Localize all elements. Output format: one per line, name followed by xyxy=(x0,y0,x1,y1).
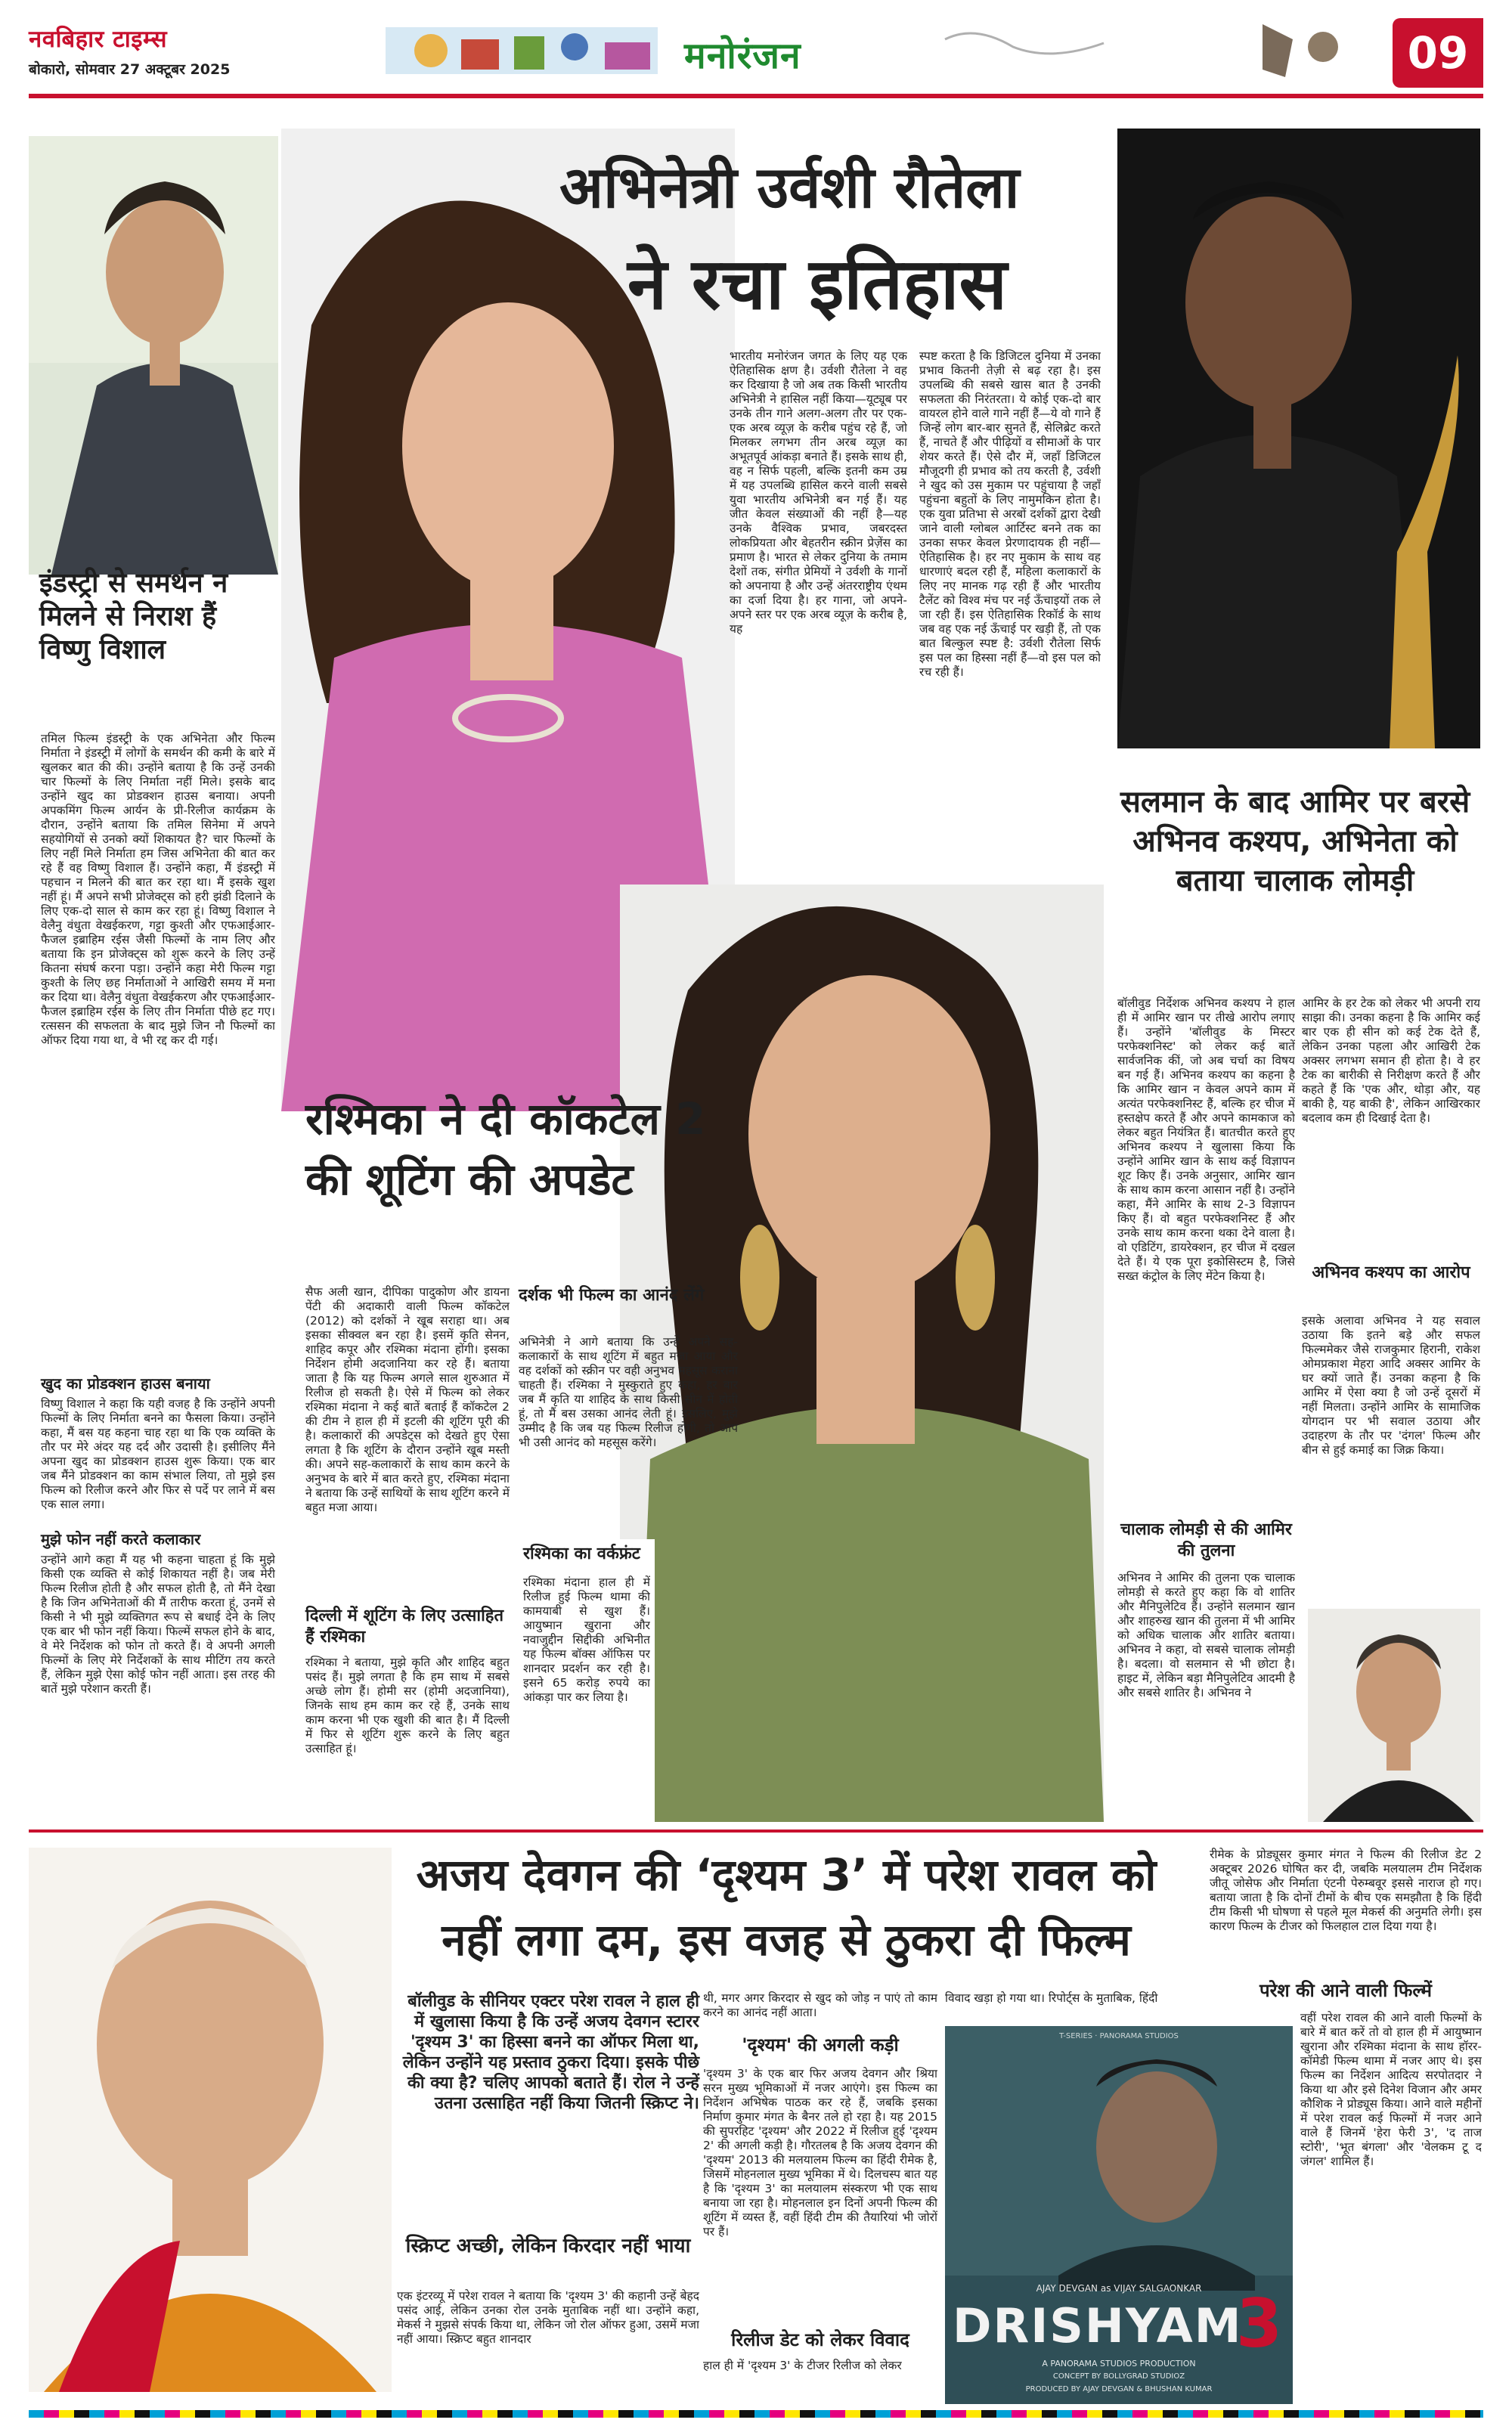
drishyam-subhead-3: रिलीज डेट को लेकर विवाद xyxy=(731,2329,909,2350)
abhinav-headline: सलमान के बाद आमिर पर बरसे अभिनव कश्यप, अभिनेता को बताया चालाक लोमड़ी xyxy=(1120,785,1470,898)
abhinav-body-3: आमिर के हर टेक को लेकर भी अपनी राय साझा की। उनका कहना है कि आमिर कई बार एक ही सीन को कई टेक देते हैं, लेकिन उनका पहला और आखिरी टेक अक्सर लगभग समान ही होता है। वे हर टेक का बारीकी से निरीक्षण करते हैं और कहते हैं कि 'एक और, थोड़ा और, यह बाकी है, यह बाकी है', लेकिन आखिरकार बदलाव कम ही दिखाई देता है। xyxy=(1302,996,1480,1125)
vishnu-body-3: उन्होंने आगे कहा मैं यह भी कहना चाहता हूं कि मुझे किसी एक व्यक्ति से कोई शिकायत नहीं है। जब मेरी फिल्म रिलीज होती है और सफल होती है, तो मैंने देखा है कि जिन अभिनेताओं की मैं तारीफ करता हूं, उनमें से किसी ने भी मुझे व्यक्तिगत रूप से बधाई देने के लिए एक बार भी फोन नहीं किया। फिल्में सफल होने के बाद, वे मेरे निर्देशक को फोन तो करते हैं। वे अपनी अगली फिल्मों के लिए मेरे निर्देशकों के साथ मीटिंग तय करते हैं, लेकिन मुझे ऐसा कोई फोन नहीं आता। इस तरह की बातें मुझे परेशान करती हैं। xyxy=(41,1553,275,1696)
section-banner xyxy=(386,17,1368,86)
vishnu-body-2: विष्णु विशाल ने कहा कि यही वजह है कि उन्होंने अपनी फिल्मों के लिए निर्माता बनने का फैसला किया। उन्होंने कहा, मैं बस यह कहना चाह रहा था कि एक व्यक्ति के तौर पर मेरे अंदर यह दर्द और उदासी है। इसीलिए मैंने अपना खुद का प्रोडक्शन हाउस शुरू किया। एक बार जब मैंने प्रोडक्शन का काम संभाल लिया, तो मुझे इस फिल्म को रिलीज करने और फिर से पर्दे पर लाने में बस एक साल लगा। xyxy=(41,1397,275,1511)
abhinav-body-4: इसके अलावा अभिनव ने यह सवाल उठाया कि इतने बड़े और सफल फिल्ममेकर जैसे राजकुमार हिरानी, राकेश ओमप्रकाश मेहरा आदि अक्सर आमिर के घर क्यों जाते हैं। उनका कहना है कि आमिर में ऐसा क्या है जो उन्हें दूसरों में नहीं मिलता। उन्होंने आमिर के सामाजिक योगदान पर भी सवाल उठाया और उदाहरण के तौर पर 'दंगल' फिल्म और बीन से हुई कमाई का जिक्र किया। xyxy=(1302,1314,1480,1457)
drishyam-subhead-2: 'दृश्यम' की अगली कड़ी xyxy=(742,2034,899,2056)
poster-produced: PRODUCED BY AJAY DEVGAN & BHUSHAN KUMAR xyxy=(1025,2385,1213,2393)
drishyam-body-1: एक इंटरव्यू में परेश रावल ने बताया कि 'दृश्यम 3' की कहानी उन्हें बेहद पसंद आई, लेकिन उनका रोल उनके मुताबिक नहीं था। उन्होंने कहा, मेकर्स ने मुझसे संपर्क किया था, लेकिन जो रोल ऑफर हुआ, उसमें मजा नहीं आया। स्क्रिप्ट बहुत शानदार xyxy=(397,2289,699,2346)
abhinav-body-2: अभिनव ने आमिर की तुलना एक चालाक लोमड़ी से करते हुए कहा कि वो शातिर और मैनिपुलेटिव हैं। उन्होंने सलमान खान और शाहरुख खान की तुलना में भी आमिर को अधिक चालाक और शातिर बताया। अभिनव ने कहा, वो सबसे चालाक लोमड़ी है। बदला। वो सलमान से भी छोटा है। हाइट में, लेकिन बड़ा मैनिपुलेटिव आदमी है और सबसे शातिर है। अभिनव ने xyxy=(1117,1571,1295,1699)
poster-studio: A PANORAMA STUDIOS PRODUCTION xyxy=(1042,2359,1196,2369)
photo-aamir xyxy=(1308,1609,1480,1822)
drishyam-headline-1: अजय देवगन की ‘दृश्यम 3’ में परेश रावल को xyxy=(416,1849,1157,1901)
abhinav-body-1: बॉलीवुड निर्देशक अभिनव कश्यप ने हाल ही में आमिर खान पर तीखे आरोप लगाए हैं। उन्होंने 'बॉलीवुड के मिस्टर परफेक्शनिस्ट' को लेकर कई बातें सार्वजनिक कीं, जो अब चर्चा का विषय बन गई हैं। अभिनव कश्यप का कहना है कि आमिर खान न केवल अपने काम में अत्यंत परफेक्शनिस्ट हैं, बल्कि हर चीज में हस्तक्षेप करते हैं और अपने कामकाज को लेकर बहुत नियंत्रित हैं। बातचीत करते हुए अभिनव कश्यप ने खुलासा किया कि उन्होंने आमिर खान के साथ कई विज्ञापन शूट किए हैं। उनके अनुसार, आमिर खान के साथ काम करना आसान नहीं है। उन्होंने कहा, मैंने आमिर के साथ 2-3 विज्ञापन किए हैं। वो बहुत परफेक्शनिस्ट हैं और उनके साथ काम करना थका देने वाला है। वो एडिटिंग, डायरेक्शन, हर चीज में दखल देते हैं। ये एक पूरा इकोसिस्टम है, जिसे सख्त कंट्रोल के लिए मेंटेन किया है। xyxy=(1117,996,1295,1283)
rashmika-subhead-3: रश्मिका का वर्कफ्रंट xyxy=(523,1544,640,1563)
drishyam-headline-2: नहीं लगा दम, इस वजह से ठुकरा दी फिल्म xyxy=(442,1914,1131,1966)
rashmika-body-4: रश्मिका मंदाना हाल ही में रिलीज हुई फिल्म थामा की कामयाबी से खुश हैं। आयुष्मान खुराना और नवाजुद्दीन सिद्दीकी अभिनीत यह फिल्म बॉक्स ऑफिस पर शानदार प्रदर्शन कर रही है। इसने 65 करोड़ रुपये का आंकड़ा पार कर लिया है। xyxy=(523,1575,650,1704)
dateline: बोकारो, सोमवार 27 अक्टूबर 2025 xyxy=(29,61,231,78)
drishyam-subhead-4: परेश की आने वाली फिल्में xyxy=(1259,1980,1433,2001)
drishyam-body-3: 'दृश्यम 3' के एक बार फिर अजय देवगन और श्रिया सरन मुख्य भूमिकाओं में नजर आएंगे। इस फिल्म का निर्देशन अभिषेक पाठक कर रहे हैं, जबकि इसका निर्माण कुमार मंगत के बैनर तले हो रहा है। यह 2015 की सुपरहिट 'दृश्यम' और 2022 में रिलीज हुई 'दृश्यम 2' की अगली कड़ी है। गौरतलब है कि अजय देवगन की 'दृश्यम' 2013 की मलयालम फिल्म का हिंदी रीमेक है, जिसमें मोहनलाल मुख्य भूमिका में थे। दिलचस्प बात यह है कि 'दृश्यम 3' का मलयालम संस्करण भी एक साथ बनाया जा रहा है। मोहनलाल इन दिनों अपनी फिल्म की शूटिंग में व्यस्त हैं, वहीं हिंदी टीम की तैयारियां भी जोरों पर हैं। xyxy=(703,2067,937,2238)
drishyam-subhead-1: स्क्रिप्ट अच्छी, लेकिन किरदार नहीं भाया xyxy=(405,2235,691,2257)
drishyam-body-6: रीमेक के प्रोड्यूसर कुमार मंगत ने फिल्म की रिलीज डेट 2 अक्टूबर 2026 घोषित कर दी, जबकि मलयालम टीम निर्देशक जीतू जोसेफ और निर्माता एंटनी पेरुम्बवूर इससे नाराज हो गए। बताया जाता है कि दोनों टीमों के बीच एक समझौता है कि हिंदी टीम किसी भी घोषणा से पहले मूल मेकर्स की अनुमति लेगी। इस कारण फिल्म के टीजर को फिलहाल टाल दिया गया है। xyxy=(1210,1848,1482,1933)
photo-drishyam-poster xyxy=(945,2026,1293,2404)
masthead-rule xyxy=(29,94,1483,98)
drishyam-body-5: विवाद खड़ा हो गया था। रिपोर्ट्स के मुताबिक, हिंदी xyxy=(945,1991,1158,2005)
vishnu-subhead-1: खुद का प्रोडक्शन हाउस बनाया xyxy=(41,1374,210,1393)
poster-concept: CONCEPT BY BOLLYGRAD STUDIOZ xyxy=(1052,2372,1185,2381)
abhinav-subhead-2: अभिनव कश्यप का आरोप xyxy=(1312,1263,1470,1282)
story-divider xyxy=(29,1829,1483,1833)
poster-number: 3 xyxy=(1236,2285,1283,2362)
photo-vishnu xyxy=(29,136,278,575)
banner-art-icon xyxy=(386,17,1368,86)
vishnu-body-1: तमिल फिल्म इंडस्ट्री के एक अभिनेता और फिल्म निर्माता ने इंडस्ट्री में लोगों के समर्थन की कमी के बारे में खुलकर बात की की। उन्होंने बताया है कि उन्हें उनकी चार फिल्मों के लिए निर्माता नहीं मिले। इसके बाद उन्होंने खुद का प्रोडक्शन हाउस बनाया। अपनी अपकमिंग फिल्म आर्यन के प्री-रिलीज कार्यक्रम के दौरान, उन्होंने बताया कि तमिल सिनेमा में अपने सहयोगियों से उनको क्यों शिकायत है? चार फिल्मों के लिए नहीं मिले निर्माता हम जिस अभिनेता की बात कर रहे हैं वह विष्णु विशाल हैं। उन्होंने कहा, मैं इंडस्ट्री में पहचान न मिलने की बात कर रहा था। मैं इसके खुश नहीं हूं। मैं अपने सभी प्रोजेक्ट्स को हरी झंडी दिलाने के लिए एक-दो साल से काम कर रहा हूं। विष्णु विशाल ने वेलैनु वंधुता वेखईकरण, गट्टा कुश्ती और एफआईआर- फैजल इब्राहिम रईस जैसी फिल्मों के नाम लिए और बताया कि इन प्रोजेक्ट्स को शुरू करने के लिए उन्हें कितना संघर्ष करना पड़ा। उन्होंने कहा मेरी फिल्म गट्टा कुश्ती के लिए छह निर्माताओं ने आखिरी समय में मना कर दिया था। वेलैनु वंधुता वेखईकरण और एफआईआर- फैजल इब्राहिम रईस के लिए तीन निर्माता पीछे हट गए। रत्ससन की सफलता के बाद मुझे जिन नौ फिल्मों का ऑफर दिया गया था, वे भी रद्द कर दी गई। xyxy=(41,732,275,1047)
rashmika-workfront-box xyxy=(519,1539,655,1829)
drishyam-lead: बॉलीवुड के सीनियर एक्टर परेश रावल ने हाल ही में खुलासा किया है कि उन्हें अजय देवगन स्टारर 'दृश्यम 3' का हिस्सा बनने का ऑफर मिला था, लेकिन उन्होंने यह प्रस्ताव ठुकरा दिया। इसके पीछे की क्या है? चलिए आपको बताते हैं। रोल ने उन्हें उतना उत्साहित नहीं किया जितनी स्क्रिप्ट ने। xyxy=(402,1992,699,2113)
registration-marks xyxy=(29,2410,1483,2418)
drishyam-body-2: थी, मगर अगर किरदार से खुद को जोड़ न पाएं तो काम करने का आनंद नहीं आता। xyxy=(703,1991,937,2019)
poster-title: DRISHYAM xyxy=(953,2298,1243,2353)
vishnu-headline: इंडस्ट्री से समर्थन न मिलने से निराश हैं विष्णु विशाल xyxy=(39,568,228,665)
rashmika-body-2: रश्मिका ने बताया, मुझे कृति और शाहिद बहुत पसंद हैं। मुझे लगता है कि हम साथ में सबसे अच्छे लोग हैं। होमी सर (होमी अदजानिया), जिनके साथ हम काम कर रहे हैं, उनके साथ काम करना भी एक खुशी की बात है। मैं दिल्ली में फिर से शूटिंग शुरू करने के लिए बहुत उत्साहित हूं। xyxy=(305,1656,510,1755)
photo-paresh xyxy=(29,1848,392,2392)
drishyam-body-4: हाल ही में 'दृश्यम 3' के टीजर रिलीज को लेकर xyxy=(703,2359,902,2372)
urvashi-headline-2: ने रचा इतिहास xyxy=(627,243,1007,326)
photo-abhinav xyxy=(1117,129,1480,748)
rashmika-headline-1: रश्मिका ने दी कॉकटेल 2 xyxy=(305,1093,706,1145)
newspaper-brand: नवबिहार टाइम्स xyxy=(29,26,168,53)
vishnu-subhead-2: मुझे फोन नहीं करते कलाकार xyxy=(41,1530,201,1548)
rashmika-headline-2: की शूटिंग की अपडेट xyxy=(305,1154,634,1205)
rashmika-subhead-2: दर्शक भी फिल्म का आनंद लेंगे xyxy=(519,1286,705,1305)
urvashi-headline-1: अभिनेत्री उर्वशी रौतेला xyxy=(559,153,1020,221)
poster-cast: AJAY DEVGAN as VIJAY SALGAONKAR xyxy=(1036,2283,1202,2294)
poster-top-credit: T-SERIES · PANORAMA STUDIOS xyxy=(1059,2032,1179,2040)
rashmika-body-1: सैफ अली खान, दीपिका पादुकोण और डायना पेंटी की अदाकारी वाली फिल्म कॉकटेल (2012) को दर्शकों ने खूब सराहा था। अब इसका सीक्वल बन रहा है। इसमें कृति सेनन, शाहिद कपूर और रश्मिका मंदाना होंगी। इसका निर्देशन होमी अदजानिया कर रहे हैं। बताया जाता है कि यह फिल्म अगले साल शुरुआत में रिलीज हो सकती है। ऐसे में फिल्म को लेकर रश्मिका मंदाना ने कई बातें बताई हैं कॉकटेल 2 की टीम ने हाल ही में इटली की शूटिंग पूरी की है। कलाकारों की अपडेट्स को देखते हुए ऐसा लगता है कि शूटिंग के दौरान उन्होंने खूब मस्ती की। अपने सह-कलाकारों के साथ काम करने के अनुभव के बारे में बात करते हुए, रश्मिका मंदाना ने बताया कि उन्हें साथियों के साथ शूटिंग करने में बहुत मजा आया। xyxy=(305,1285,510,1514)
drishyam-body-7: वहीं परेश रावल की आने वाली फिल्मों के बारे में बात करें तो वो हाल ही में आयुष्मान खुराना और रश्मिका मंदाना के साथ हॉरर-कॉमेडी फिल्म थामा में नजर आए थे। इस फिल्म का निर्देशन आदित्य सरपोतदार ने किया था और इसे दिनेश विजान और अमर कौशिक ने प्रोड्यूस किया। आने वाले महीनों में परेश रावल कई फिल्मों में नजर आने वाले हैं जिनमें 'हेरा फेरी 3', 'द ताज स्टोरी', 'भूत बंगला' और 'वेलकम टू द जंगल' शामिल हैं। xyxy=(1300,2011,1482,2168)
rashmika-subhead-1: दिल्ली में शूटिंग के लिए उत्साहित हैं रश्मिका xyxy=(305,1606,504,1647)
section-title: मनोरंजन xyxy=(684,35,801,77)
urvashi-body-col2: स्पष्ट करता है कि डिजिटल दुनिया में उनका प्रभाव कितनी तेज़ी से बढ़ रहा है। इस उपलब्धि की सबसे खास बात है उनकी सफलता की निरंतरता। ये कोई एक-दो बार वायरल होने वाले गाने नहीं हैं—ये वो गाने हैं जिन्हें लोग बार-बार सुनते हैं, सेलिब्रेट करते हैं, नाचते हैं और पीढ़ियों व सीमाओं के पार शेयर करते हैं। ऐसे दौर में, जहाँ डिजिटल मौजूदगी ही प्रभाव को तय करती है, उर्वशी ने खुद को उस मुकाम पर पहुंचाया है जहाँ पहुंचना बहुतों के लिए नामुमकिन होता है। एक युवा प्रतिभा से अरबों दर्शकों द्वारा देखी जाने वाली ग्लोबल आर्टिस्ट बनने तक का उनका सफर केवल प्रेरणादायक ही नहीं—ऐतिहासिक है। हर नए मुकाम के साथ वह धारणाएं बदल रही हैं, महिला कलाकारों के लिए नए मानक गढ़ रही हैं और भारतीय टैलेंट को विश्व मंच पर नई ऊँचाइयों तक ले जा रही हैं। इस ऐतिहासिक रिकॉर्ड के साथ जब वह एक नई ऊँचाई पर खड़ी हैं, तो एक बात बिल्कुल स्पष्ट है: उर्वशी रौतेला सिर्फ इस पल का हिस्सा नहीं हैं—वो इस पल को रच रही हैं। xyxy=(919,349,1101,679)
page-number: 09 xyxy=(1393,18,1483,88)
rashmika-body-3: अभिनेत्री ने आगे बताया कि उन्हें अपने सह-कलाकारों के साथ शूटिंग में बहुत मजा आया और वह दर्शकों को स्क्रीन पर वही अनुभव महसूस कराना चाहती हैं। रश्मिका ने मुस्कुराते हुए कहा, हर बार जब मैं कृति या शाहिद के साथ किसी सीन में होती हूं, तो मैं बस उसका आनंद लेती हूं। इसलिए, मुझे उम्मीद है कि जब यह फिल्म रिलीज होगी, तो आप भी उसी आनंद को महसूस करेंगे। xyxy=(519,1335,738,1449)
urvashi-body-col1: भारतीय मनोरंजन जगत के लिए यह एक ऐतिहासिक क्षण है। उर्वशी रौतेला ने वह कर दिखाया है जो अब तक किसी भारतीय अभिनेत्री ने हासिल नहीं किया—यूट्यूब पर उनके तीन गाने अलग-अलग तौर पर एक-एक अरब व्यूज़ के करीब पहुंच रहे हैं, जो मिलकर लगभग तीन अरब व्यूज़ का अभूतपूर्व आंकड़ा बनाते हैं। इसके साथ ही, वह न सिर्फ पहली, बल्कि इतनी कम उम्र में यह उपलब्धि हासिल करने वाली सबसे युवा भारतीय अभिनेत्री बन गई हैं। यह जीत केवल संख्याओं की नहीं है—यह उनके वैश्विक प्रभाव, जबरदस्त लोकप्रियता और बेहतरीन स्क्रीन प्रेज़ेंस का प्रमाण है। भारत से लेकर दुनिया के तमाम देशों तक, संगीत प्रेमियों ने उर्वशी के गानों को अपनाया है और उन्हें अंतरराष्ट्रीय एंथम का दर्जा दिया है। हर गाना, जो अपने-अपने स्तर पर एक अरब व्यूज़ के करीब है, यह xyxy=(730,349,907,636)
abhinav-subhead-1: चालाक लोमड़ी से की आमिर की तुलना xyxy=(1120,1520,1292,1560)
